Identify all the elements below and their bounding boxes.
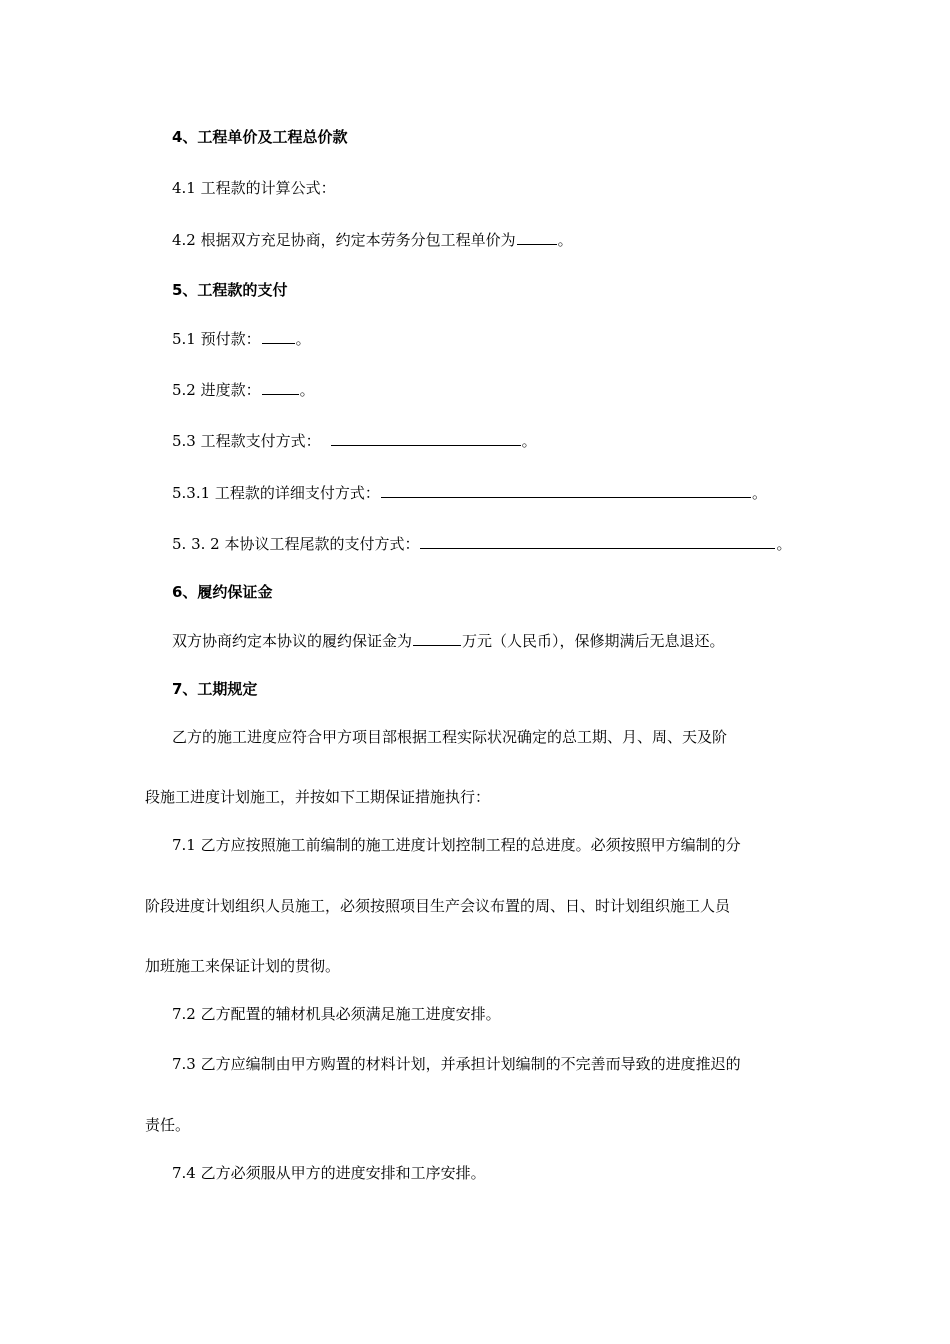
deposit-amount-blank bbox=[413, 630, 461, 646]
clause-4-2-text: 4.2 根据双方充足协商，约定本劳务分包工程单价为 bbox=[172, 231, 516, 249]
clause-5-3-2-text: 5. 3. 2 本协议工程尾款的支付方式： bbox=[172, 535, 420, 553]
payment-method-blank bbox=[331, 430, 521, 446]
clause-7-1-line-3: 加班施工来保证计划的贯彻。 bbox=[145, 957, 341, 975]
prepayment-blank bbox=[262, 328, 295, 344]
clause-5-3-1-end: 。 bbox=[751, 484, 767, 502]
section-4-heading: 4、工程单价及工程总价款 bbox=[172, 128, 348, 146]
progress-payment-blank bbox=[262, 379, 299, 395]
clause-5-1-end: 。 bbox=[295, 330, 311, 348]
clause-5-3 bbox=[172, 430, 537, 451]
clause-6-text bbox=[172, 630, 725, 651]
clause-7-2: 7.2 乙方配置的辅材机具必须满足施工进度安排。 bbox=[172, 1005, 501, 1023]
clause-6-text-end: 万元（人民币），保修期满后无息退还。 bbox=[462, 632, 725, 650]
section-7-para-line-1: 乙方的施工进度应符合甲方项目部根据工程实际状况确定的总工期、月、周、天及阶 bbox=[172, 728, 728, 746]
clause-7-4: 7.4 乙方必须服从甲方的进度安排和工序安排。 bbox=[172, 1164, 486, 1182]
clause-5-2-text: 5.2 进度款： bbox=[172, 381, 261, 399]
clause-7-1-line-1: 7.1 乙方应按照施工前编制的施工进度计划控制工程的总进度。必须按照甲方编制的分 bbox=[172, 836, 741, 854]
final-payment-blank bbox=[420, 533, 775, 549]
clause-4-2-end: 。 bbox=[557, 231, 573, 249]
section-6-heading: 6、履约保证金 bbox=[172, 583, 273, 601]
clause-5-3-end: 。 bbox=[521, 432, 537, 450]
clause-5-2-end: 。 bbox=[299, 381, 315, 399]
detailed-payment-blank bbox=[381, 482, 751, 498]
clause-4-1: 4.1 工程款的计算公式： bbox=[172, 179, 336, 197]
clause-7-3-line-2: 责任。 bbox=[145, 1116, 191, 1134]
clause-4-2 bbox=[172, 229, 573, 250]
clause-6-text-start: 双方协商约定本协议的履约保证金为 bbox=[172, 632, 413, 650]
section-7-para-line-2: 段施工进度计划施工，并按如下工期保证措施执行： bbox=[145, 788, 491, 806]
clause-7-1-line-2: 阶段进度计划组织人员施工，必须按照项目生产会议布置的周、日、时计划组织施工人员 bbox=[145, 897, 731, 915]
unit-price-blank bbox=[517, 229, 557, 245]
clause-5-1-text: 5.1 预付款： bbox=[172, 330, 261, 348]
clause-5-3-1-text: 5.3.1 工程款的详细支付方式： bbox=[172, 484, 380, 502]
section-5-heading: 5、工程款的支付 bbox=[172, 281, 288, 299]
clause-5-3-1 bbox=[172, 482, 767, 503]
clause-5-3-text: 5.3 工程款支付方式： bbox=[172, 432, 321, 450]
section-7-heading: 7、工期规定 bbox=[172, 680, 258, 698]
clause-5-2 bbox=[172, 379, 315, 400]
clause-5-3-2-end: 。 bbox=[776, 535, 792, 553]
clause-5-3-2 bbox=[172, 533, 792, 554]
clause-7-3-line-1: 7.3 乙方应编制由甲方购置的材料计划，并承担计划编制的不完善而导致的进度推迟的 bbox=[172, 1055, 741, 1073]
clause-5-1 bbox=[172, 328, 311, 349]
